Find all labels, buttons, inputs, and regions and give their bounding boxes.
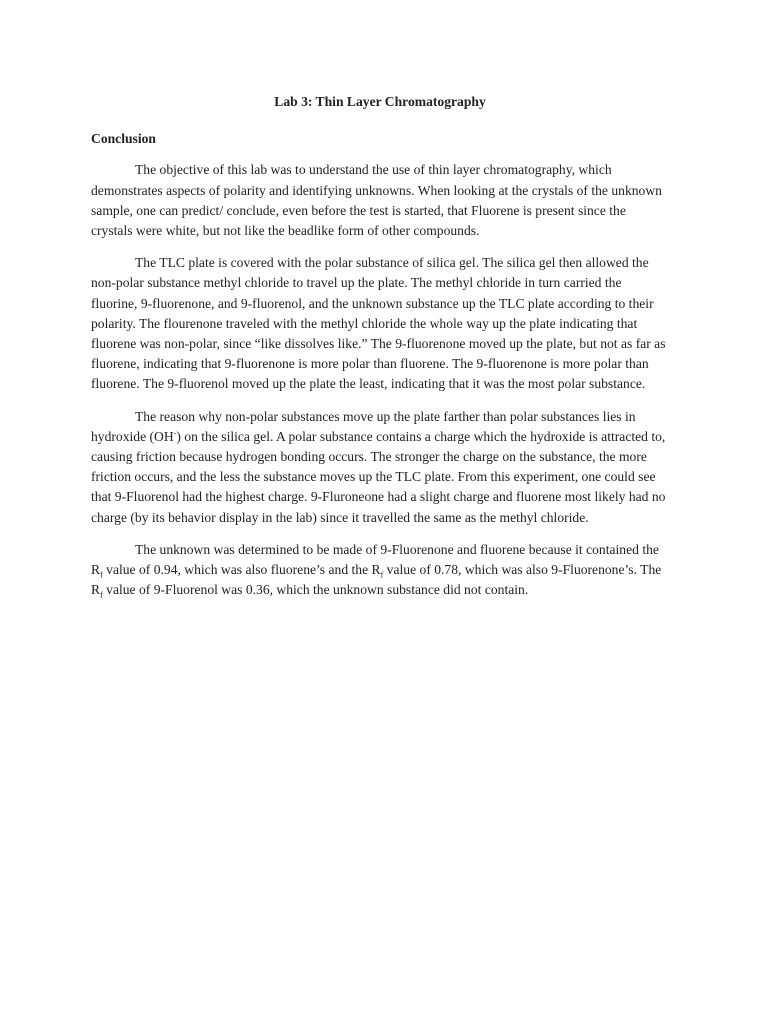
paragraph-4-text-a: The unknown was determined to be made of 9-Fluorenone and fluorene because it contained the R — [91, 541, 659, 578]
paragraph-2: The TLC plate is covered with the polar substance of silica gel. The silica gel then allowed the non-polar substance methyl chloride to travel up the plate. The methyl chloride in turn carried the fluorine, 9-fluorenone, and 9-fluorenol, and the unknown substance up the TLC plate according to their polarity. The flourenone traveled with the methyl chloride the whole way up the plate indicating that fluorene was non-polar, since “like dissolves like.” The 9-fluorenone moved up the plate, but not as far as fluorene, indicating that 9-fluorenone is more polar than fluorene. The 9-fluorenone is more polar than fluorene. The 9-fluorenol moved up the plate the least, indicating that it was the most polar substance. — [91, 255, 666, 392]
section-heading: Conclusion — [91, 131, 156, 147]
document-title: Lab 3: Thin Layer Chromatography — [274, 94, 486, 109]
document-page — [91, 92, 669, 612]
paragraph-1: The objective of this lab was to understand the use of thin layer chromatography, which demonstrates aspects of polarity and identifying unknowns. When looking at the crystals of the unknown sample, one can predict/ conclude, even before the test is started, that Fluorene is present since the crystals were white, but not like the beadlike form of other compounds. — [91, 162, 662, 239]
paragraph-3-text-b: ) on the silica gel. A polar substance contains a charge which the hydroxide is attracted to, causing friction because hydrogen bonding occurs. The stronger the charge on the substance, the more friction occurs, and the less the substance moves up the TLC plate. From this experiment, one could see that 9-Fluorenol had the highest charge. 9-Fluroneone had a slight charge and fluorene most likely had no charge (by its behavior display in the lab) since it travelled the same as the methyl chloride. — [91, 428, 666, 525]
paragraph-4-text-b: value of 0.94, which was also fluorene’s and the R — [102, 562, 381, 578]
paragraph-4 — [91, 540, 669, 601]
rf-subscript-2: f — [380, 570, 384, 580]
paragraph-3 — [91, 407, 669, 528]
rf-subscript-1: f — [100, 570, 103, 580]
paragraph-3-text-a: The reason why non-polar substances move up the plate farther than polar substances lies in hydroxide (OH — [91, 408, 636, 444]
rf-subscript-3: f — [100, 590, 103, 600]
hydroxide-charge-superscript: - — [173, 428, 177, 438]
paragraph-4-text-d: value of 9-Fluorenol was 0.36, which the unknown substance did not contain. — [102, 582, 529, 598]
paragraph-4-text-c: value of 0.78, which was also 9-Fluorenone’s. The R — [91, 562, 662, 598]
